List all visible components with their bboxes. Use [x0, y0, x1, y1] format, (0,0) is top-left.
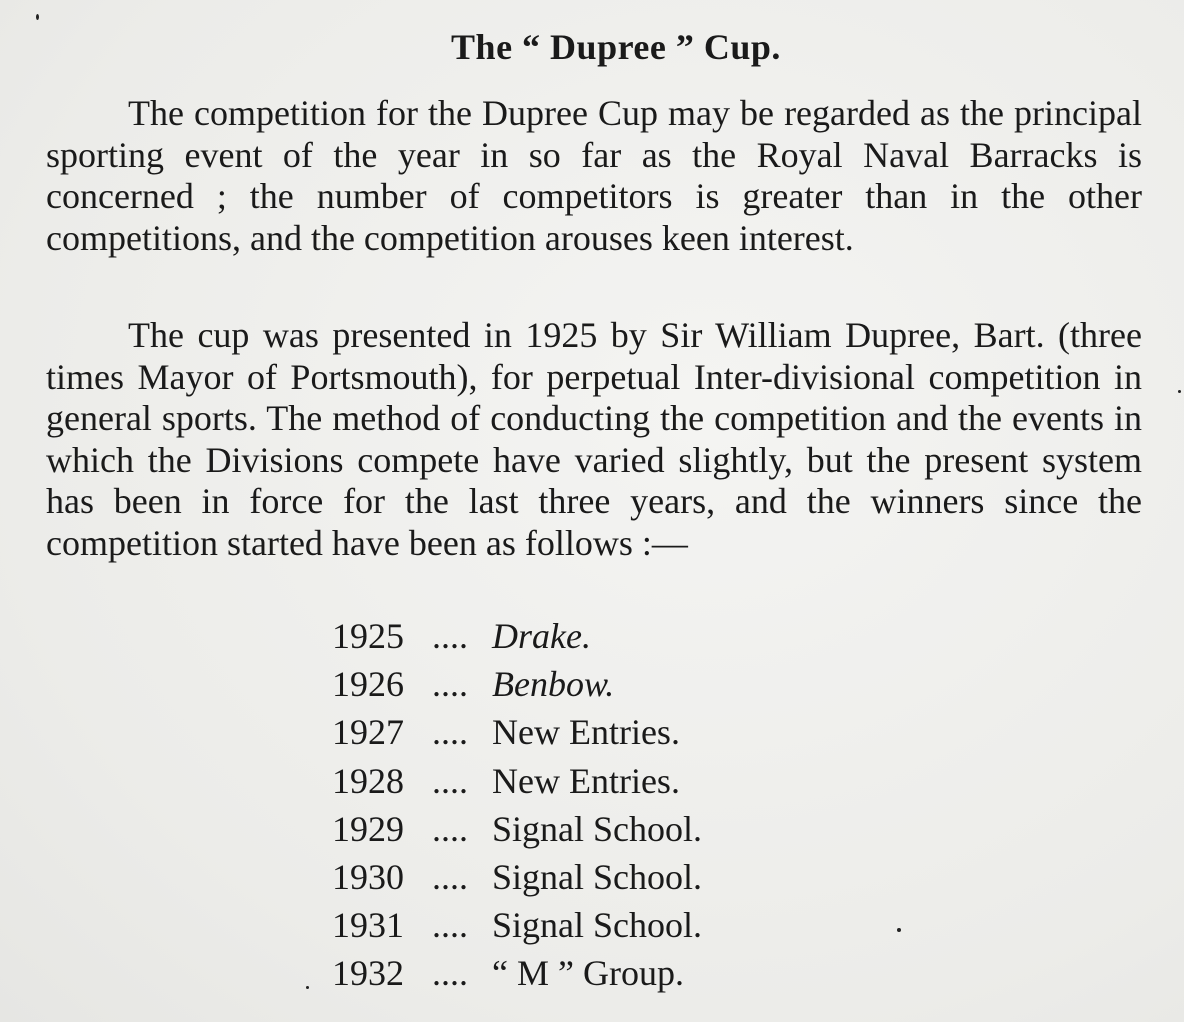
winner-year: 1930 [332, 857, 404, 898]
winner-name: Drake. [492, 616, 591, 656]
winner-dots: .... [432, 953, 468, 994]
winner-year: 1932 [332, 953, 404, 994]
winner-year: 1931 [332, 905, 404, 946]
winner-year: 1927 [332, 712, 404, 753]
winner-year: 1928 [332, 760, 404, 801]
winner-dots: .... [432, 808, 468, 849]
winner-row [332, 757, 702, 805]
winner-year: 1929 [332, 808, 404, 849]
winner-dots: .... [432, 664, 468, 705]
winner-dots: .... [432, 857, 468, 898]
print-speck [36, 14, 39, 20]
winner-name: New Entries. [492, 760, 680, 801]
paragraph-history: The cup was presented in 1925 by Sir William Dupree, Bart. (three times Mayor of Portsmouth), for perpetual Inter-divisional competition in general sports. The method of conducting the competition and the events in which the Divisions compete have varied slightly, but the present system has been in force for the last three years, and the winners since the competition started have been as follows :— [46, 315, 1142, 563]
print-speck [306, 986, 309, 989]
winner-row [332, 805, 702, 853]
paragraph-intro: The competition for the Dupree Cup may be regarded as the principal sporting event of the year in so far as the Royal Naval Barracks is concerned ; the number of competitors is greater than in the other competitions, and the competition arouses keen interest. [46, 93, 1142, 258]
winner-name: New Entries. [492, 712, 680, 753]
winners-list [332, 612, 702, 998]
winner-name: “ M ” Group. [492, 953, 684, 994]
winner-row [332, 901, 702, 949]
winner-row [332, 612, 702, 660]
winner-row [332, 853, 702, 901]
winner-row [332, 949, 702, 997]
print-speck [897, 928, 901, 932]
winner-name: Signal School. [492, 808, 703, 849]
winner-year: 1926 [332, 664, 404, 705]
print-speck [1178, 390, 1181, 393]
winner-row [332, 660, 702, 708]
document-title: The “ Dupree ” Cup. [451, 27, 781, 67]
winner-dots: .... [432, 616, 468, 656]
winner-name: Signal School. [492, 905, 703, 946]
winner-year: 1925 [332, 616, 404, 656]
winner-dots: .... [432, 905, 468, 946]
winner-name: Benbow. [492, 664, 615, 705]
winner-dots: .... [432, 712, 468, 753]
winner-dots: .... [432, 760, 468, 801]
winner-row [332, 708, 702, 756]
winner-name: Signal School. [492, 857, 703, 898]
